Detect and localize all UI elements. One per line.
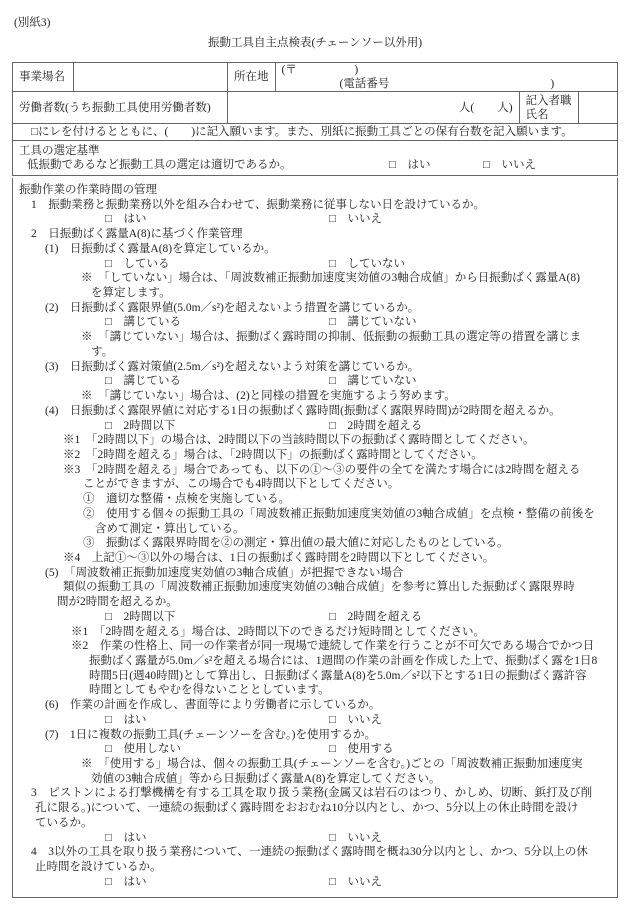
recorder-label-line1: 記入者職	[525, 94, 572, 107]
note: ※ 「講じていない」場合は、振動ばく露時間の抑制、低振動の振動工具の選定等の措置を講じま	[81, 331, 582, 344]
location-field[interactable]	[275, 63, 618, 92]
note-cont: 振動ばく露量が5.0m／s²を超える場合には、1週間の作業の計画を作成した上で、振動ばく露を1日8	[89, 655, 598, 667]
note-cont: 効値の3軸合成値」等から日振動ばく露量A(8)を算定してください。	[91, 772, 441, 785]
option-no-checkbox[interactable]: □ していない	[329, 257, 405, 270]
page-title: 振動工具自主点検表(チェーンソー以外用)	[207, 37, 423, 49]
workplace-label: 事業場名	[13, 63, 74, 92]
note: ※3 「2時間を超える」場合であっても、以下の①～③の要件の全てを満たす場合には2時間を超える	[63, 463, 581, 476]
note: ※ 「講じていない」場合は、(2)と同様の措置を実施するよう努めます。	[81, 390, 456, 403]
recorder-field[interactable]	[578, 92, 617, 124]
option-no-checkbox[interactable]: □ いいえ	[329, 831, 382, 844]
note: ※ 「していない」場合は、「周波数補正振動加速度実効値の3軸合成値」から日振動ばく露量A(8)	[81, 272, 580, 285]
options-q2-6	[13, 713, 617, 728]
recorder-label	[519, 92, 578, 124]
question-3: 3 ピストンによる打撃機構を有する工具を取り扱う業務(金属又は岩石のはつり、かしめ、切断、鋲打及び削	[31, 787, 593, 800]
question-2-6: (6) 作業の計画を作成し、書面等により労働者に示しているか。	[45, 699, 381, 712]
question-4: 4 3以外の工具を取り扱う業務について、一連続の振動ばく露時間を概ね30分以内とし、かつ、5分以上の休	[31, 846, 588, 859]
location-label: 所在地	[228, 63, 276, 92]
options-q2-7	[13, 742, 617, 757]
option-no-checkbox[interactable]: □ 2時間を超える	[329, 419, 423, 432]
option-yes-checkbox[interactable]: □ はい	[105, 831, 147, 844]
question-4-cont: 止時間を設けているか。	[35, 861, 162, 874]
requirement: ③ 振動ばく露限界時間を②の測定・算出値の最大値に対応したものとしている。	[83, 537, 509, 550]
question-text: 類似の振動工具の「周波数補正振動加速度実効値の3軸合成値」を参考に算出した振動ばく露限界時	[63, 581, 575, 594]
question-1: 1 振動業務と振動業務以外を組み合わせて、振動業務に従事しない日を設けているか。	[31, 198, 486, 211]
note: ※1 「2時間以下」の場合は、2時間以下の当該時間以下の振動ばく露時間としてください。	[63, 434, 535, 447]
workplace-field[interactable]	[74, 63, 228, 92]
question-2-1: (1) 日振動ばく露量A(8)を算定しているか。	[45, 242, 276, 255]
option-no-checkbox[interactable]: □ 2時間を超える	[329, 610, 423, 623]
option-yes-checkbox[interactable]: □ 2時間以下	[105, 419, 176, 432]
work-time-management-section	[12, 178, 618, 898]
options-q2-1	[13, 257, 617, 272]
note: ※ 「使用する」場合は、個々の振動工具(チェーンソーを含む。)ごとの「周波数補正振動加速度実	[81, 758, 583, 771]
tool-selection-heading: 工具の選定基準	[19, 145, 100, 157]
question-2-2: (2) 日振動ばく露限界値(5.0m／s²)を超えないよう措置を講じているか。	[45, 301, 420, 314]
option-yes-checkbox[interactable]: □ 講じている	[105, 375, 181, 388]
option-no-checkbox[interactable]: □ いいえ	[329, 713, 382, 726]
note: ※4 上記①～③以外の場合は、1日の振動ばく露時間を2時間以下としてください。	[63, 551, 495, 564]
note: ※1 「2時間を超える」場合は、2時間以下のできるだけ短時間としてください。	[71, 625, 485, 638]
note-cont: 時間としてもやむを得ないこととしています。	[89, 684, 330, 697]
phone-number: (電話番号 )	[339, 78, 555, 90]
note-cont: 時間5日(週40時間)として算出し、日振動ばく露量A(8)を5.0m／s²以下とする1日の振動ばく露許容	[89, 669, 587, 682]
question-3-cont: 孔に限る。)について、一連続の振動ばく露時間をおおむね10分以内とし、かつ、5分以上の休止時間を設け	[35, 802, 579, 815]
options-q3	[13, 831, 617, 846]
option-no-checkbox[interactable]: □ 講じていない	[329, 316, 417, 329]
question-2-4: (4) 日振動ばく露限界値に対応する1日の振動ばく露時間(振動ばく露限界時間)が2時間を超えるか。	[45, 404, 561, 417]
tool-selection-section	[13, 141, 618, 176]
requirement: ① 適切な整備・点検を実施している。	[83, 493, 290, 506]
options-q2-5	[13, 610, 617, 625]
annex-label: (別紙3)	[14, 17, 51, 29]
options-q2-4	[13, 419, 617, 434]
option-no-checkbox[interactable]: □ 使用する	[329, 743, 394, 756]
option-no-checkbox[interactable]: □ いいえ	[329, 213, 382, 226]
option-yes-checkbox[interactable]: □ はい	[105, 213, 147, 226]
option-yes-checkbox[interactable]: □ 使用しない	[105, 743, 181, 756]
note: ※2 作業の性格上、同一の作業者が同一現場で連続して作業を行うことが不可欠である場合でかつ日	[71, 640, 595, 653]
section-heading: 振動作業の作業時間の管理	[19, 184, 157, 196]
note: ※2 「2時間を超える」場合は、「2時間以下」の振動ばく露時間としてください。	[63, 448, 483, 461]
requirement-cont: 含めて測定・算出している。	[95, 522, 245, 535]
info-table	[12, 62, 618, 176]
option-no-checkbox[interactable]: □ 講じていない	[329, 375, 417, 388]
options-q1	[13, 212, 617, 227]
question-2: 2 日振動ばく露量A(8)に基づく作業管理	[31, 228, 243, 241]
note-cont: を算定します。	[91, 287, 171, 300]
note-cont: ことができますが、この場合でも4時間以下としてください。	[83, 478, 400, 491]
recorder-label-line2: 氏名	[525, 108, 549, 121]
instruction-text: □にレを付けるとともに、( )に記入願います。また、別紙に振動工具ごとの保有台数を記入願います。	[13, 124, 618, 141]
options-q4	[13, 875, 617, 890]
option-yes-checkbox[interactable]: □ はい	[105, 713, 147, 726]
postal-code: (〒 )	[281, 64, 359, 76]
option-yes-checkbox[interactable]: □ 講じている	[105, 316, 181, 329]
question-2-3: (3) 日振動ばく露対策値(2.5m／s²)を超えないよう対策を講じているか。	[45, 360, 420, 373]
note-cont: す。	[91, 345, 114, 358]
workers-field[interactable]: 人( 人)	[228, 92, 520, 124]
question-3-cont: ているか。	[35, 816, 93, 829]
tool-selection-yes-checkbox[interactable]: □ はい	[389, 159, 431, 171]
tool-selection-question: 低振動であるなど振動工具の選定は適切であるか。	[27, 159, 292, 171]
tool-selection-no-checkbox[interactable]: □ いいえ	[483, 159, 536, 171]
option-no-checkbox[interactable]: □ いいえ	[329, 875, 382, 888]
requirement: ② 使用する個々の振動工具の「周波数補正振動加速度実効値の3軸合成値」を点検・整備の前後を	[83, 507, 595, 520]
options-q2-3	[13, 374, 617, 389]
option-yes-checkbox[interactable]: □ している	[105, 257, 170, 270]
options-q2-2	[13, 315, 617, 330]
question-text-cont: 間が2時間を超えるか。	[57, 596, 178, 609]
option-yes-checkbox[interactable]: □ 2時間以下	[105, 610, 176, 623]
workers-label: 労働者数(うち振動工具使用労働者数)	[13, 92, 228, 124]
option-yes-checkbox[interactable]: □ はい	[105, 875, 147, 888]
question-2-5: (5) 「周波数補正振動加速度実効値の3軸合成値」が把握できない場合	[45, 566, 404, 579]
question-2-7: (7) 1日に複数の振動工具(チェーンソーを含む。)を使用するか。	[45, 728, 376, 741]
